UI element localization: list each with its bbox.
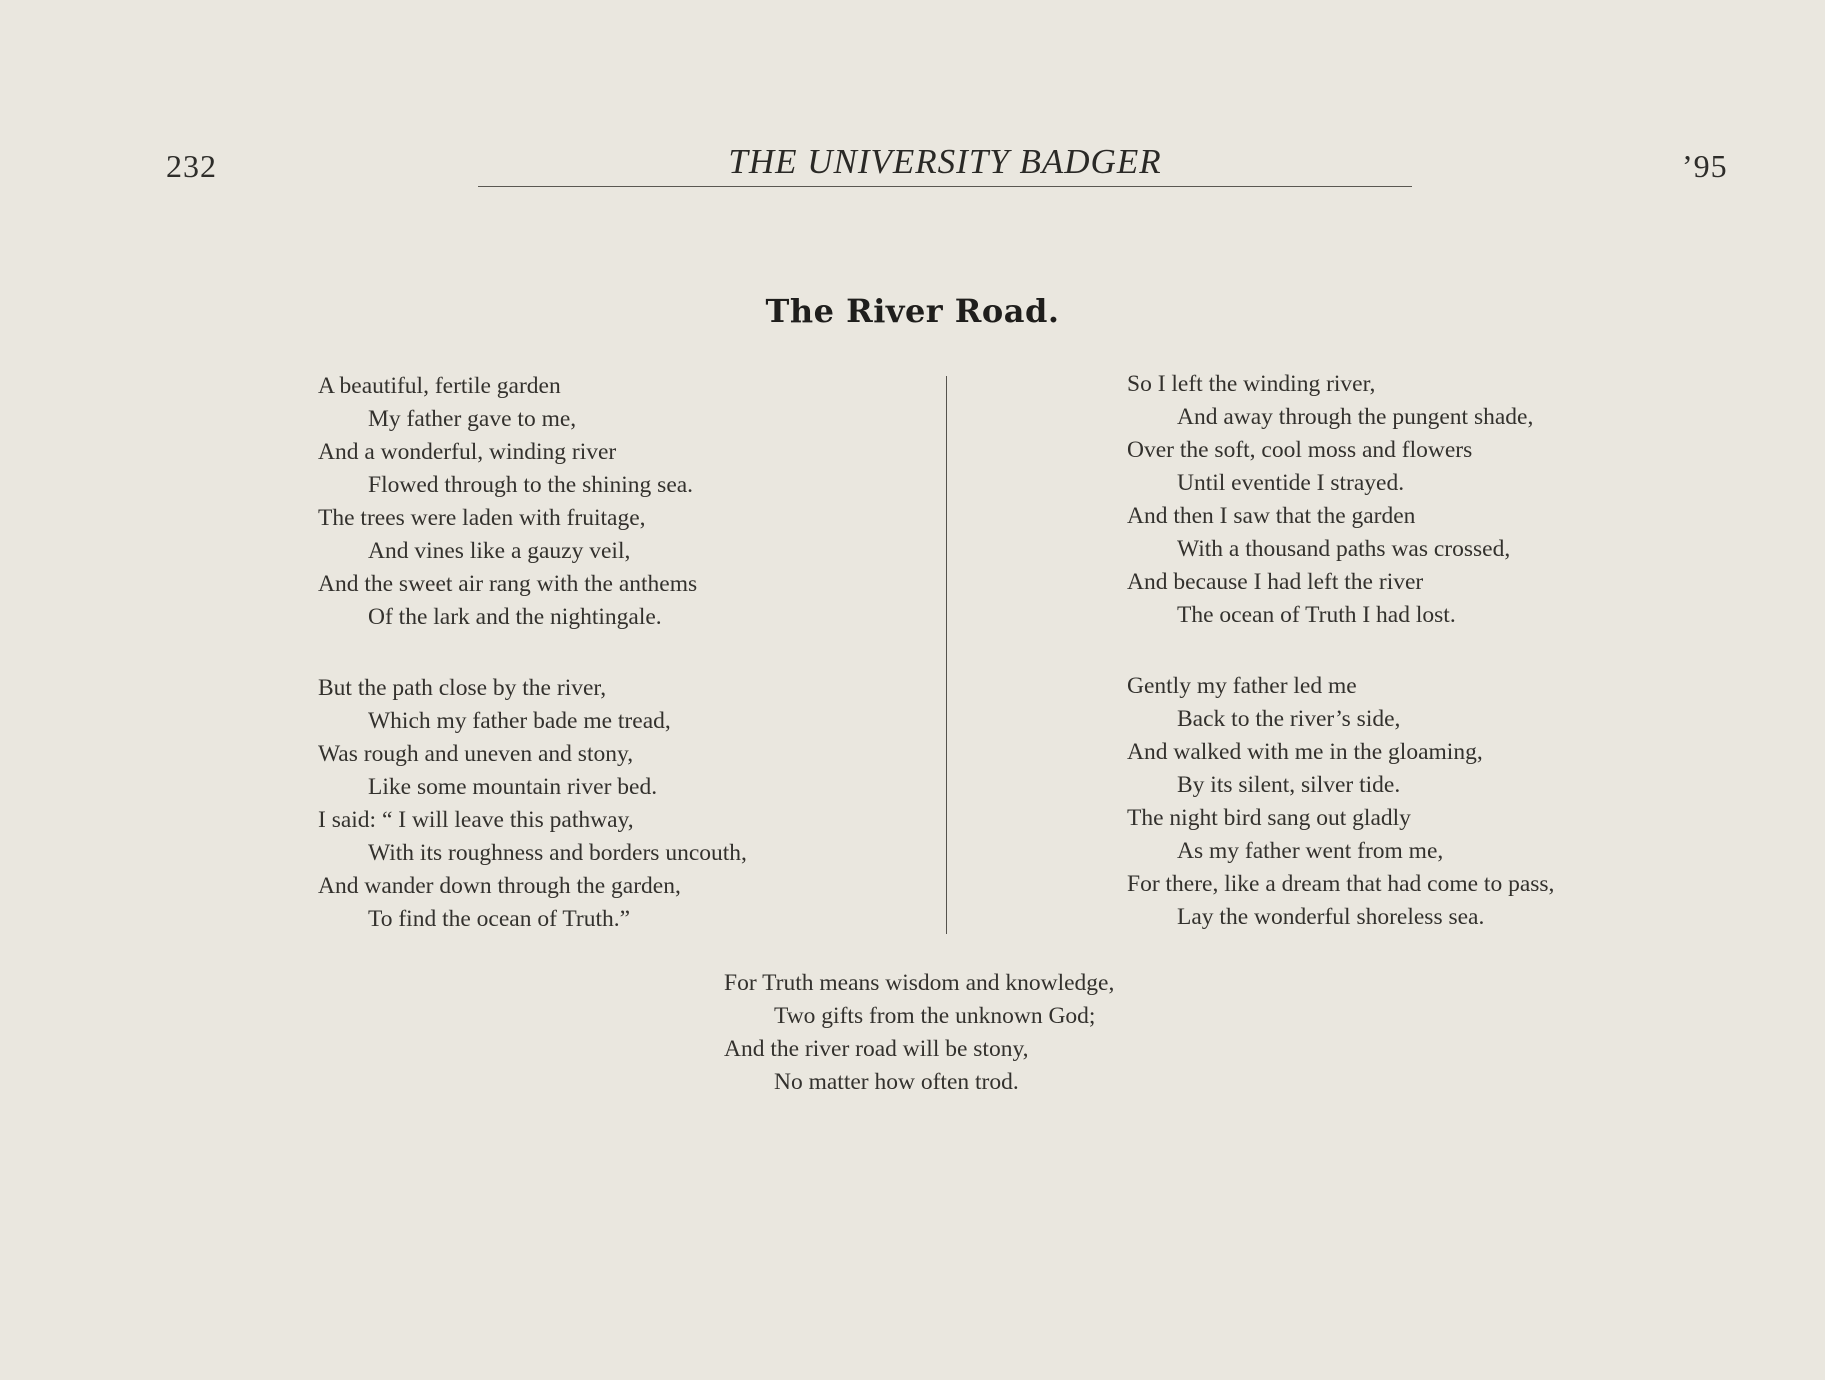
poem-line: Two gifts from the unknown God; xyxy=(774,1003,1096,1029)
poem-line: For Truth means wisdom and knowledge, xyxy=(724,970,1115,996)
poem-line: Which my father bade me tread, xyxy=(368,708,671,734)
poem-line: Gently my father led me xyxy=(1127,673,1357,699)
closing-stanza xyxy=(724,967,1114,1099)
header-rule xyxy=(478,186,1412,187)
poem-line: I said: “ I will leave this pathway, xyxy=(318,807,634,833)
poem-line: With its roughness and borders uncouth, xyxy=(368,840,747,866)
poem-title: The River Road. xyxy=(765,292,1060,330)
poem-line: Of the lark and the nightingale. xyxy=(368,604,662,630)
column-divider xyxy=(946,376,947,934)
page-number: 232 xyxy=(166,148,217,184)
poem-line: And a wonderful, winding river xyxy=(318,439,617,465)
poem-line: Like some mountain river bed. xyxy=(368,774,658,800)
poem-line: And wander down through the garden, xyxy=(318,873,681,899)
poem-line: Lay the wonderful shoreless sea. xyxy=(1177,904,1485,930)
poem-line: Back to the river’s side, xyxy=(1177,706,1401,732)
publication-title: THE UNIVERSITY BADGER xyxy=(728,142,1162,181)
poem-line: And because I had left the river xyxy=(1127,569,1424,595)
poem-line: The trees were laden with fruitage, xyxy=(318,505,646,531)
poem-line: But the path close by the river, xyxy=(318,675,607,701)
poem-line: And the sweet air rang with the anthems xyxy=(318,571,698,597)
poem-line: And vines like a gauzy veil, xyxy=(368,538,631,564)
poem-line: Until eventide I strayed. xyxy=(1177,470,1405,496)
poem-line: As my father went from me, xyxy=(1177,838,1444,864)
poem-line: Over the soft, cool moss and flowers xyxy=(1127,437,1473,463)
poem-line: So I left the winding river, xyxy=(1127,371,1376,397)
stanza xyxy=(318,370,697,634)
poem-line: For there, like a dream that had come to pass, xyxy=(1127,871,1555,897)
poem-line: No matter how often trod. xyxy=(774,1069,1019,1095)
poem-line: My father gave to me, xyxy=(368,406,577,432)
poem-line: To find the ocean of Truth.” xyxy=(368,906,631,932)
poem-line: Flowed through to the shining sea. xyxy=(368,472,694,498)
poem-line: The night bird sang out gladly xyxy=(1127,805,1411,831)
poem-line: And walked with me in the gloaming, xyxy=(1127,739,1483,765)
running-header xyxy=(478,142,1412,192)
poem-line: With a thousand paths was crossed, xyxy=(1177,536,1511,562)
stanza xyxy=(1127,368,1533,632)
stanza xyxy=(318,672,747,936)
poem-line: By its silent, silver tide. xyxy=(1177,772,1401,798)
poem-line: And then I saw that the garden xyxy=(1127,503,1416,529)
poem-line: And away through the pungent shade, xyxy=(1177,404,1534,430)
poem-line: A beautiful, fertile garden xyxy=(318,373,561,399)
poem-line: Was rough and uneven and stony, xyxy=(318,741,634,767)
poem-line: And the river road will be stony, xyxy=(724,1036,1029,1062)
poem-line: The ocean of Truth I had lost. xyxy=(1177,602,1456,628)
year-mark: ’95 xyxy=(1682,148,1728,184)
stanza xyxy=(1127,670,1554,934)
